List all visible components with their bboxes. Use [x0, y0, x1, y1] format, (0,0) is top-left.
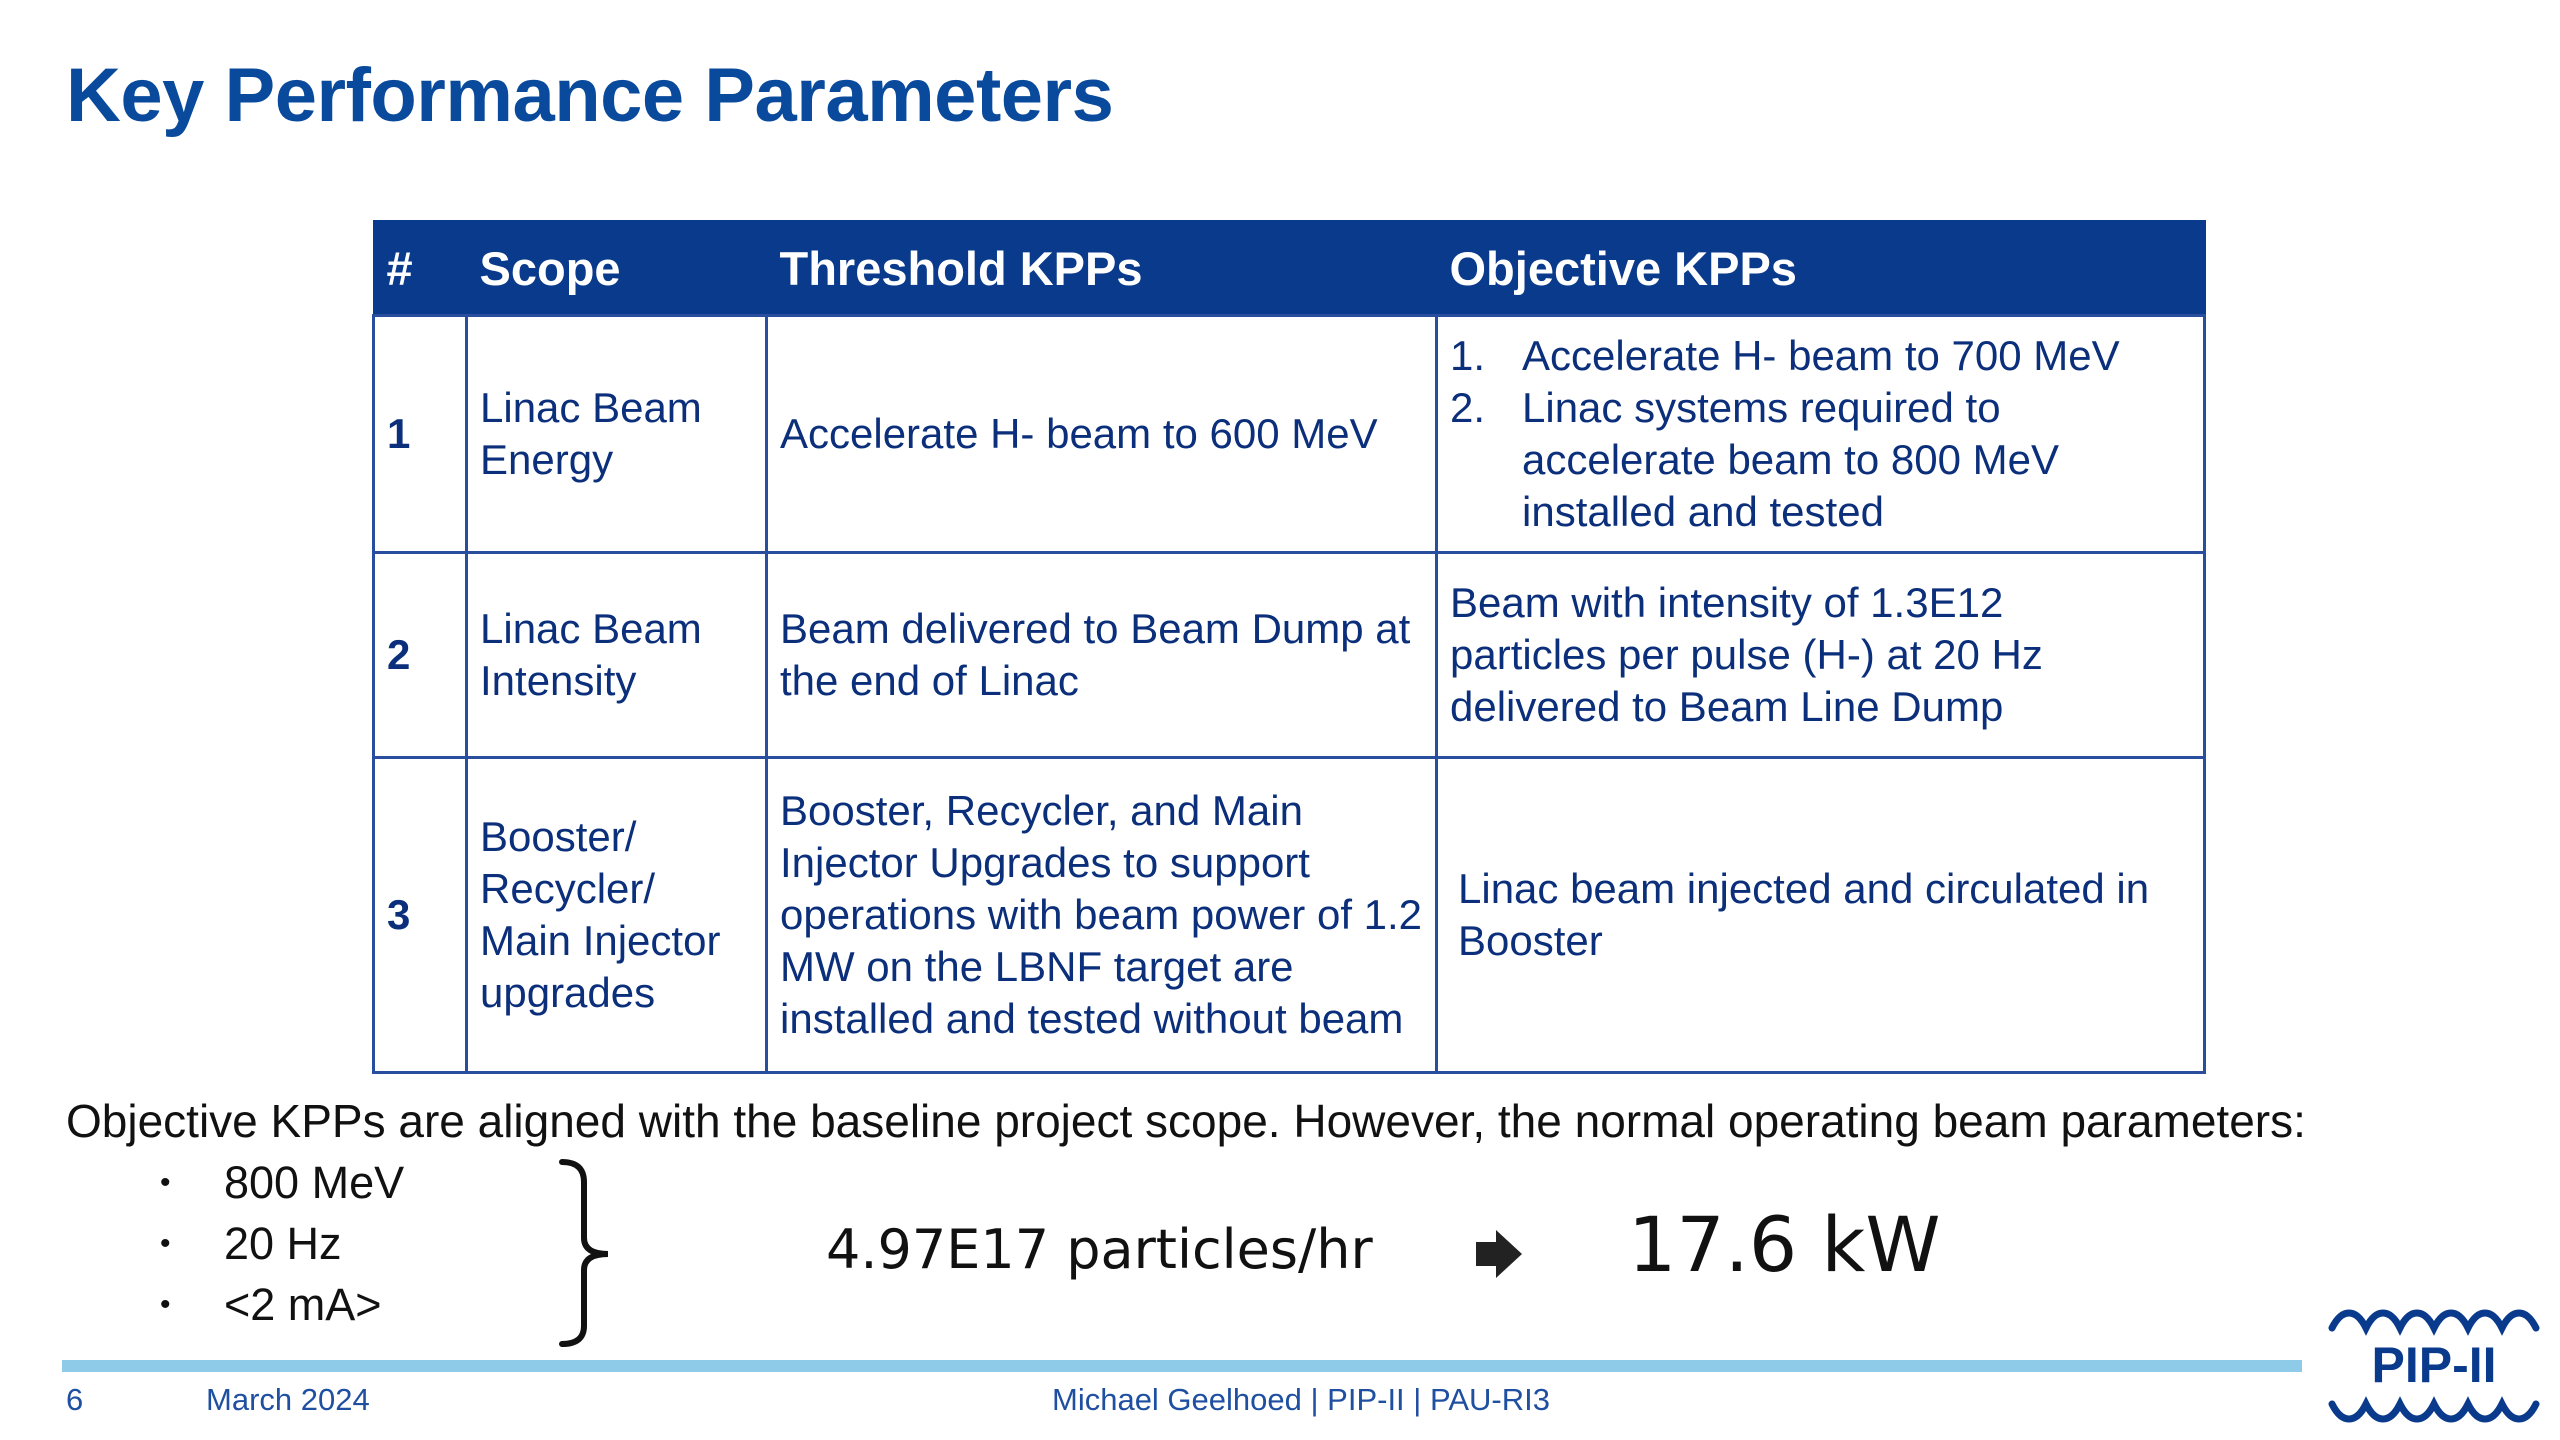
param-value: <2 mA> — [224, 1278, 382, 1330]
list-item — [160, 1274, 404, 1335]
scope-cell — [467, 758, 767, 1073]
row-number: 3 — [374, 758, 467, 1073]
table-row — [374, 316, 2205, 553]
row-number: 1 — [374, 316, 467, 553]
footer-date: March 2024 — [206, 1382, 370, 1417]
list-item — [160, 1213, 404, 1274]
cell-line: Booster, Recycler, and Main — [780, 787, 1303, 834]
beam-params-list — [160, 1152, 404, 1335]
threshold-cell — [767, 553, 1437, 758]
logo-text: PIP-II — [2371, 1337, 2497, 1393]
cell-line: MW on the LBNF target are — [780, 943, 1294, 990]
brace-icon — [548, 1158, 628, 1348]
threshold-cell — [767, 316, 1437, 553]
bullet-icon: • — [160, 1226, 171, 1260]
cell-line: accelerate beam to 800 MeV — [1522, 436, 2059, 483]
cell-line: Booster/ — [480, 813, 637, 860]
slide-title: Key Performance Parameters — [66, 53, 1114, 138]
cell-line: Linac systems required to — [1522, 384, 2001, 431]
footer-presenter: Michael Geelhoed | PIP-II | PAU-RI3 — [1052, 1382, 1550, 1417]
cell-line: particles per pulse (H-) at 20 Hz — [1450, 631, 2043, 678]
list-item — [1450, 330, 2191, 382]
kpp-table — [372, 220, 2206, 1074]
cell-line: operations with beam power of 1.2 — [780, 891, 1423, 938]
cell-line: Energy — [480, 436, 614, 483]
cell-line: Accelerate H- beam to 600 MeV — [780, 410, 1378, 457]
cell-line: Accelerate H- beam to 700 MeV — [1522, 332, 2120, 379]
cell-line: Linac Beam — [480, 384, 702, 431]
table-row — [374, 553, 2205, 758]
table-header-row — [374, 221, 2205, 316]
cell-line: installed and tested — [1522, 488, 1884, 535]
particle-rate: 4.97E17 particles/hr — [826, 1218, 1373, 1281]
objective-list — [1450, 330, 2191, 538]
cell-line: Linac Beam — [480, 605, 702, 652]
footer-divider — [62, 1360, 2302, 1372]
arrow-right-icon — [1474, 1228, 1524, 1280]
header-num: # — [374, 221, 467, 316]
row-number: 2 — [374, 553, 467, 758]
cell-line: delivered to Beam Line Dump — [1450, 683, 2004, 730]
objective-cell — [1437, 758, 2205, 1073]
pip-ii-logo — [2318, 1300, 2548, 1430]
scope-cell — [467, 553, 767, 758]
cell-line: Linac beam injected and circulated in — [1458, 865, 2150, 912]
param-value: 20 Hz — [224, 1217, 342, 1269]
cell-line: installed and tested without beam — [780, 995, 1404, 1042]
cell-line: Booster — [1458, 917, 1603, 964]
header-objective: Objective KPPs — [1437, 221, 2205, 316]
bullet-icon: • — [160, 1165, 171, 1199]
table-row — [374, 758, 2205, 1073]
cell-line: Intensity — [480, 657, 637, 704]
cell-line: Recycler/ — [480, 865, 656, 912]
cell-line: Injector Upgrades to support — [780, 839, 1310, 886]
list-number: 2. — [1450, 384, 1486, 431]
list-item — [1450, 382, 2191, 538]
scope-cell — [467, 316, 767, 553]
objective-cell — [1437, 316, 2205, 553]
header-threshold: Threshold KPPs — [767, 221, 1437, 316]
bullet-icon: • — [160, 1287, 171, 1321]
list-number: 1. — [1450, 332, 1486, 379]
cell-line: Beam with intensity of 1.3E12 — [1450, 579, 2004, 626]
cell-line: the end of Linac — [780, 657, 1079, 704]
param-value: 800 MeV — [224, 1156, 405, 1208]
objective-cell — [1437, 553, 2205, 758]
threshold-cell — [767, 758, 1437, 1073]
cell-line: Main Injector — [480, 917, 721, 964]
header-scope: Scope — [467, 221, 767, 316]
list-item — [160, 1152, 404, 1213]
beam-power: 17.6 kW — [1628, 1200, 1941, 1289]
cell-line: upgrades — [480, 969, 656, 1016]
cell-line: Beam delivered to Beam Dump at — [780, 605, 1411, 652]
scope-note: Objective KPPs are aligned with the baseline project scope. However, the normal operating beam parameters: — [66, 1095, 2306, 1147]
page-number: 6 — [66, 1382, 84, 1417]
